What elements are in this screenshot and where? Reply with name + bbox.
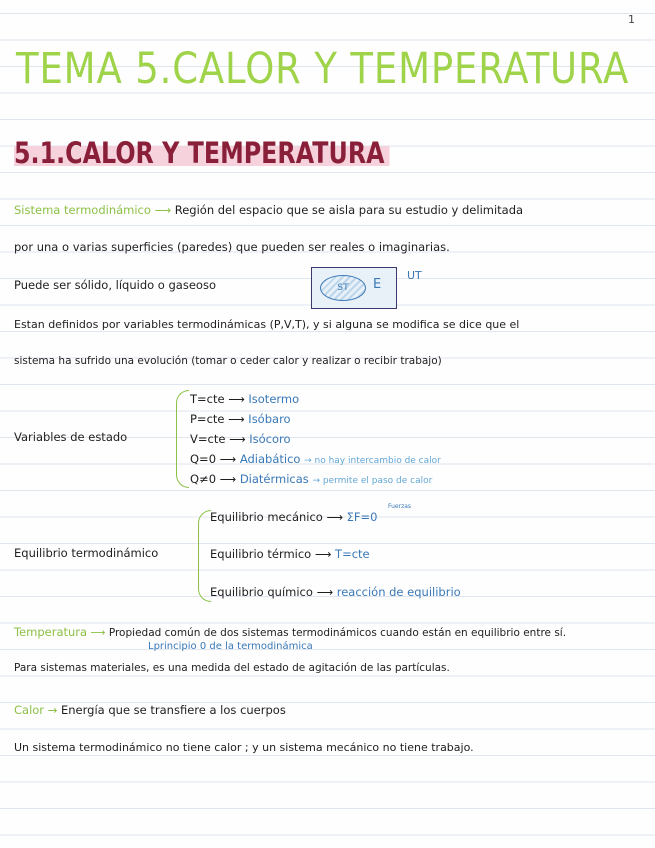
- equilibrio-name: Equilibrio térmico: [210, 547, 312, 561]
- arrow-icon: ⟶: [154, 203, 172, 217]
- calor-term: Calor: [14, 703, 45, 717]
- final-line: Un sistema termodinámico no tiene calor ; y un sistema mecánico no tiene trabajo.: [14, 741, 474, 754]
- arrow-icon: ⟶: [90, 627, 106, 639]
- equilibrio-label: Equilibrio termodinámico: [14, 546, 159, 560]
- temperatura-line: [14, 625, 566, 639]
- variable-row: [190, 392, 299, 406]
- variable-note: → permite el paso de calor: [312, 476, 433, 486]
- equilibrio-name: Equilibrio mecánico: [210, 510, 323, 524]
- variable-row: [190, 432, 291, 446]
- temperatura-line-2: Para sistemas materiales, es una medida del estado de agitación de las partículas.: [14, 662, 450, 674]
- arrow-icon: ⟶: [326, 510, 343, 524]
- sistema-line-1: [14, 203, 523, 217]
- variable-row: [190, 472, 432, 486]
- variable-name: Isóbaro: [248, 412, 291, 426]
- variables-brace: [176, 390, 189, 488]
- variable-name: Diatérmicas: [239, 472, 309, 486]
- variable-condition: Q=0: [190, 452, 217, 466]
- sistema-definition-2: por una o varias superficies (paredes) que pueden ser reales o imaginarias.: [14, 240, 450, 254]
- variable-name: Adiabático: [239, 452, 301, 466]
- variable-name: Isotermo: [248, 392, 300, 406]
- equilibrio-row: [210, 547, 370, 561]
- variables-line-1: Estan definidos por variables termodinámicas (P,V,T), y si alguna se modifica se dice que el: [14, 318, 520, 331]
- diagram-st-label: ST: [337, 283, 349, 293]
- arrow-icon: ⟶: [219, 452, 237, 466]
- sistema-term: Sistema termodinámico: [14, 203, 151, 217]
- arrow-icon: →: [47, 703, 58, 717]
- calor-line: [14, 703, 286, 717]
- arrow-icon: ⟶: [316, 585, 334, 599]
- arrow-icon: ⟶: [228, 412, 245, 426]
- equilibrio-row: [210, 510, 378, 524]
- variable-row: [190, 452, 441, 466]
- equilibrio-value: T=cte: [335, 547, 370, 561]
- fuerzas-note: Fuerzas: [388, 503, 412, 510]
- page-title: TEMA 5.CALOR Y TEMPERATURA: [16, 44, 630, 94]
- variables-line-2: sistema ha sufrido una evolución (tomar o ceder calor y realizar o recibir trabajo): [14, 355, 442, 367]
- arrow-icon: ⟶: [314, 547, 332, 561]
- diagram-ut-label: UT: [407, 269, 422, 282]
- sistema-definition-1: Región del espacio que se aisla para su estudio y delimitada: [174, 203, 524, 217]
- arrow-icon: ⟶: [219, 472, 237, 486]
- equilibrio-row: [210, 585, 461, 599]
- variable-condition: T=cte: [190, 392, 225, 406]
- equilibrio-value: ΣF=0: [346, 510, 378, 524]
- calor-definition: Energía que se transfiere a los cuerpos: [61, 703, 286, 717]
- equilibrio-value: reacción de equilibrio: [336, 585, 461, 599]
- system-ellipse: [320, 275, 366, 301]
- variable-row: [190, 412, 291, 426]
- variable-name: Isócoro: [249, 432, 291, 446]
- page-number: 1: [628, 13, 635, 26]
- equilibrio-name: Equilibrio químico: [210, 585, 313, 599]
- temperatura-definition: Propiedad común de dos sistemas termodinámicos cuando están en equilibrio entre sí.: [108, 627, 567, 639]
- temperatura-term: Temperatura: [14, 625, 88, 639]
- temperatura-note: Lprincipio 0 de la termodinámica: [148, 641, 313, 652]
- variable-condition: V=cte: [190, 432, 226, 446]
- arrow-icon: ⟶: [228, 392, 245, 406]
- arrow-icon: ⟶: [229, 432, 246, 446]
- variable-condition: P=cte: [190, 412, 225, 426]
- section-title: [14, 136, 389, 170]
- diagram-e-label: E: [373, 277, 382, 292]
- section-title-text: 5.1.CALOR Y TEMPERATURA: [14, 136, 389, 170]
- estado-line: Puede ser sólido, líquido o gaseoso: [14, 278, 216, 292]
- variable-note: → no hay intercambio de calor: [304, 456, 441, 466]
- system-diagram: [311, 267, 397, 309]
- variables-estado-label: Variables de estado: [14, 430, 128, 444]
- variable-condition: Q≠0: [190, 472, 217, 486]
